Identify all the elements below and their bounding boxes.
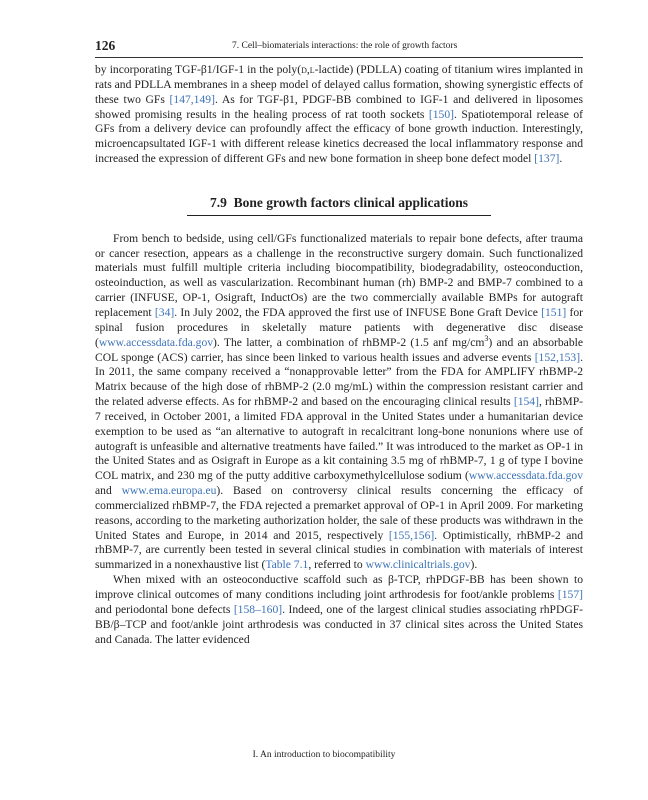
text-run: . As for TGF-β1, PDGF-BB combined to IGF-1 and delivered in liposomes showed promising results in the healing process of rat tooth sockets: [95, 92, 583, 121]
text-run: From bench to bedside, using cell/GFs functionalized materials to repair bone defects, after trauma or cancer resection, appears as a challenge in the reconstructive surgery domain. Such functionalized materials must fulfill multiple criteria including biocompatibility, biodegradability, osteoconduction, osteoinduction, as well as vascularization. Recombinant human (rh) BMP-2 and BMP-7 combined to a carrier (INFUSE, OP-1, Osigraft, InductOs) are the two commercially available BMPs for autograft replacement: [95, 231, 583, 319]
text-run: by incorporating TGF-β1/IGF-1 in the poly(: [95, 63, 302, 76]
text-run: . Indeed, one of the largest clinical studies associating rhPDGF-BB/β–TCP and foot/ankle joint arthrodesis was conducted in 37 clinical sites across the United States and Canada. The latter evidenced: [95, 602, 583, 646]
section-heading: [95, 196, 583, 216]
text-run: . Optimistically, rhBMP-2 and rhBMP-7, are currently been tested in several clinical studies in combination with materials of interest summarized in a nonexhaustive list (: [95, 528, 584, 572]
reference-link[interactable]: [157]: [557, 588, 583, 601]
reference-link[interactable]: [158–160]: [233, 602, 283, 616]
text-run: . Spatiotemporal release of GFs from a delivery device can profoundly affect the efficacy of bone growth induction. Interestingly, microencapsultated IGF-1 with different release kinetics decreased the local inflammatory response and increased the expression of different GFs and new bone formation in sheep bone defect model: [95, 107, 583, 166]
text-run: .: [559, 152, 563, 166]
text-run: . In 2011, the same company received a “nonapprovable letter” from the FDA for AMPLIFY rhBMP-2 Matrix because of the high dose of rhBMP-2 (2.0 mg/mL) within the compression resistant carrier and the related adverse effects. As for rhBMP-2 and based on the encouraging clinical results: [95, 350, 583, 409]
text-run: When mixed with an osteoconductive scaffold such as β-TCP, rhPDGF-BB has been shown to improve clinical outcomes of many conditions including joint arthrodesis for foot/ankle problems: [95, 573, 583, 601]
reference-link[interactable]: [154]: [513, 395, 539, 409]
text-run: and: [95, 484, 122, 498]
paragraph-2: [95, 232, 583, 573]
section-number: 7.9: [209, 194, 227, 210]
text-run: , referred to: [308, 558, 366, 572]
header-rule: [95, 57, 583, 58]
body-text: [95, 63, 583, 647]
running-head: 7. Cell–biomaterials interactions: the role of growth factors: [232, 41, 458, 51]
reference-link[interactable]: [150]: [428, 107, 454, 121]
reference-link[interactable]: [155,156]: [388, 528, 435, 542]
paragraph-3: [95, 573, 583, 647]
reference-link[interactable]: [152,153]: [534, 350, 581, 364]
text-run: ).: [470, 558, 478, 572]
reference-link[interactable]: Table 7.1: [265, 558, 309, 572]
text-run: and periodontal bone defects: [95, 602, 234, 616]
reference-link[interactable]: www.accessdata.fda.gov: [468, 469, 583, 483]
reference-link[interactable]: www.accessdata.fda.gov: [98, 335, 214, 349]
reference-link[interactable]: [147,149]: [169, 92, 215, 106]
small-caps-text: d,l: [301, 63, 315, 76]
reference-link[interactable]: [137]: [534, 152, 560, 166]
text-run: for spinal fusion procedures in skeletally mature patients with degenerative disc disease (: [95, 305, 584, 349]
page-number: 126: [95, 38, 116, 53]
text-run: . In July 2002, the FDA approved the first use of INFUSE Bone Graft Device: [174, 305, 542, 319]
reference-link[interactable]: www.ema.europa.eu: [121, 484, 217, 498]
text-run: , rhBMP-7 received, in October 2001, a limited FDA approval in the United States under a humanitarian device exemption to be used as “an alternative to autograft in recalcitrant long-bone nonunions where use of autograft is unfeasible and alternative treatments have failed.” It was introduced to the market as OP-1 in the United States and as Osigraft in Europe as a kit containing 3.5 mg of rhBMP-7, 1 g of type I bovine COL matrix, and 230 mg of the putty additive carboxymethylcellulose sodium (: [95, 395, 584, 483]
section-title-text: Bone growth factors clinical applications: [233, 194, 469, 210]
reference-link[interactable]: www.clinicaltrials.gov: [365, 558, 471, 572]
text-run: -lactide) (PDLLA) coating of titanium wires implanted in rats and PDLLA membranes in a sheep model of delayed callus formation, showing synergistic effects of these two GFs: [95, 63, 583, 106]
text-run: ). Based on controversy clinical results concerning the efficacy of commercialized rhBMP-7, the FDA rejected a premarket approval of OP-1 in April 2009. For marketing reasons, according to the marketing authorization holder, the sale of these products was withdrawn in the United States and Europe, in 2014 and 2015, respectively: [95, 484, 583, 542]
page-header: [95, 38, 583, 56]
section-title: [187, 196, 491, 216]
text-run: ) and an absorbable COL sponge (ACS) carrier, has since been linked to various health issues and adverse events: [95, 335, 583, 364]
reference-link[interactable]: [34]: [154, 305, 175, 319]
page-footer: I. An introduction to biocompatibility: [252, 750, 396, 760]
superscript: 3: [484, 333, 489, 343]
paragraph-1: [95, 63, 583, 167]
reference-link[interactable]: [151]: [541, 305, 567, 319]
text-run: ). The latter, a combination of rhBMP-2 (1.5 anf mg/cm: [213, 335, 485, 349]
